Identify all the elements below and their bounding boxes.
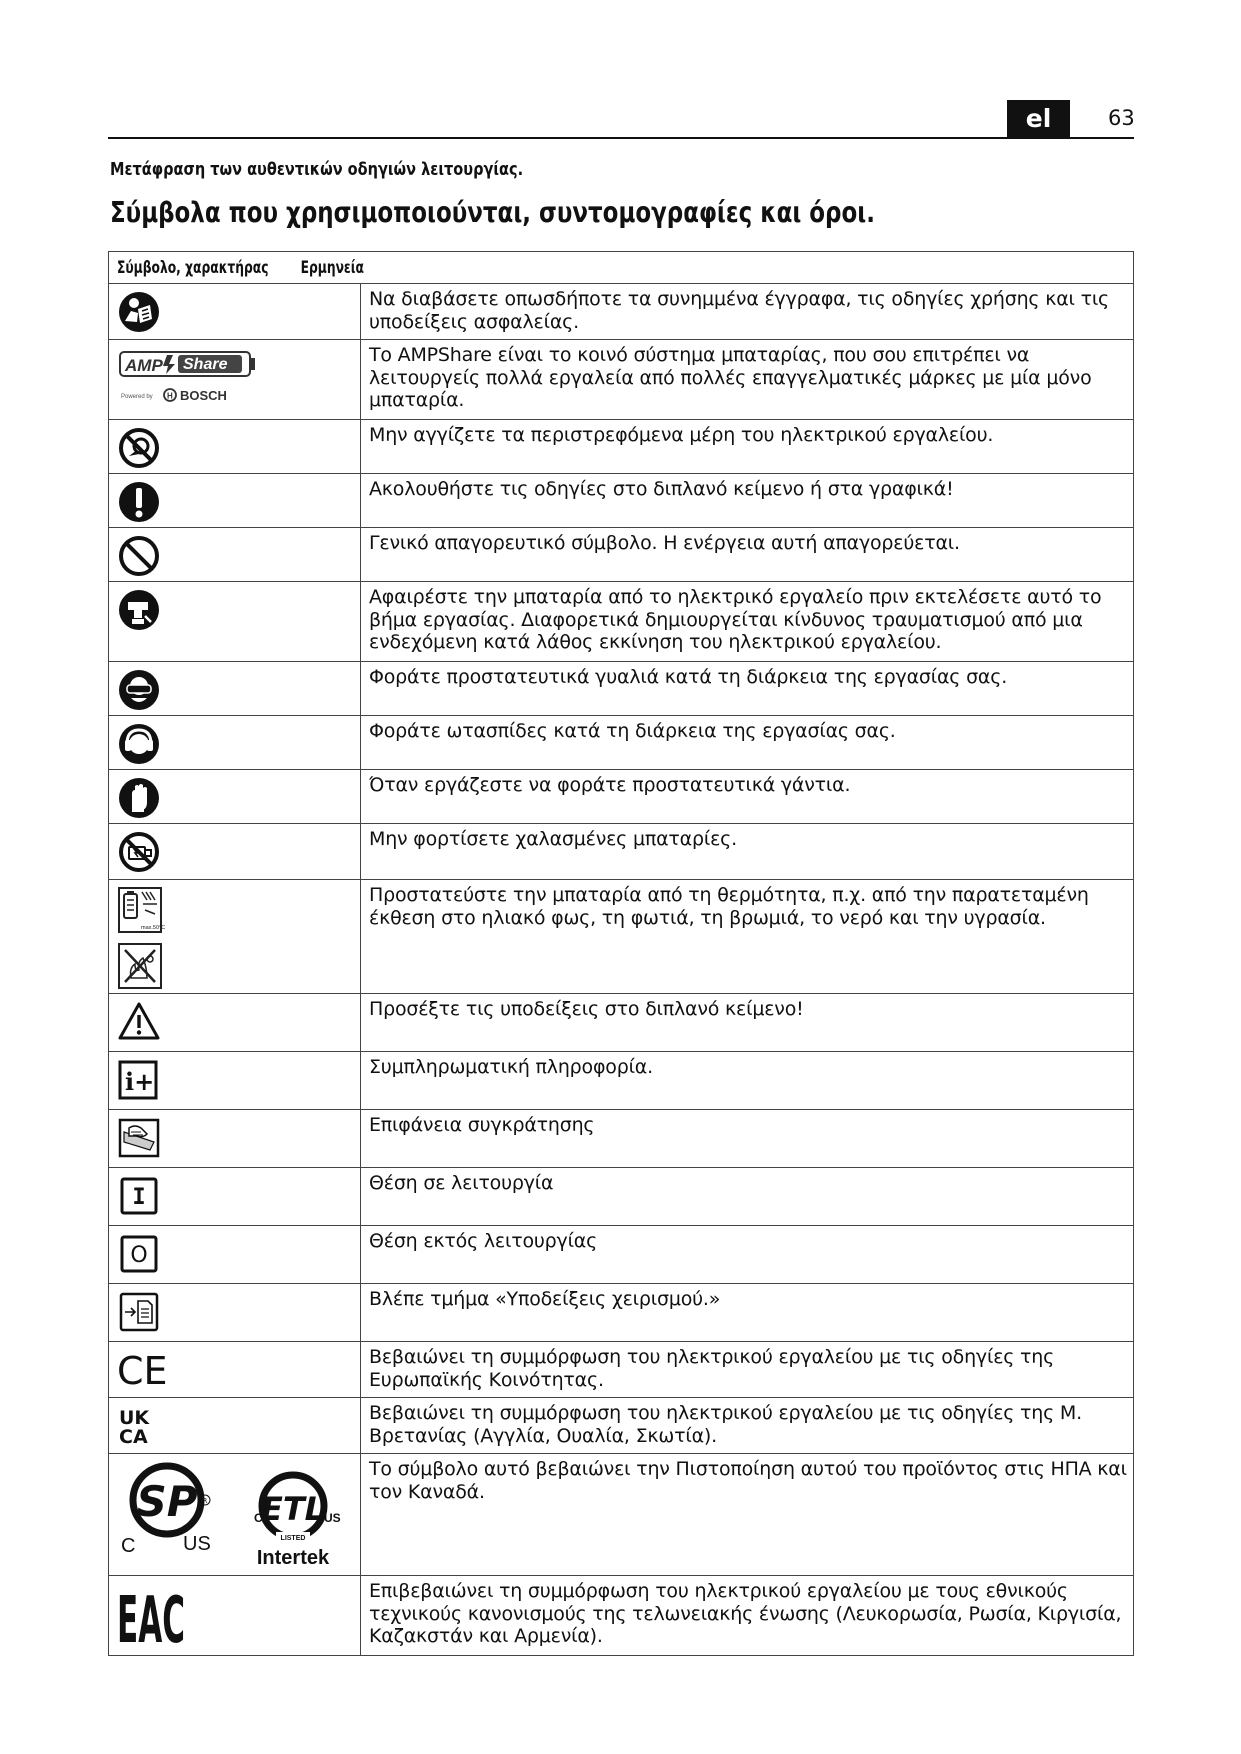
table-row: [109, 770, 1134, 824]
table-row: [109, 1168, 1134, 1226]
switch-on-icon: [117, 1174, 161, 1218]
no-touch-rotating-icon: [117, 426, 161, 470]
svg-text:AMP: AMP: [125, 356, 163, 375]
battery-heat-icon: [117, 886, 165, 990]
table-row: [109, 994, 1134, 1052]
meaning-cell: Βλέπε τμήμα «Υποδείξεις χειρισμού.»: [361, 1284, 1134, 1342]
meaning-cell: Επιβεβαιώνει τη συμμόρφωση του ηλεκτρικού εργαλείου με τους εθνικούς τεχνικούς κανονισμούς της τελωνειακής ένωσης (Λευκορωσία, Ρωσία, Κιργισία, Καζακστάν και Αρμενία).: [361, 1576, 1134, 1656]
meaning-cell: Μην φορτίσετε χαλασμένες μπαταρίες.: [361, 824, 1134, 880]
meaning-cell: Συμπληρωματική πληροφορία.: [361, 1052, 1134, 1110]
remove-battery-icon: [117, 588, 161, 632]
table-header: [109, 252, 1134, 284]
etl-mark: [254, 1475, 341, 1569]
table-row: [109, 420, 1134, 474]
table-row: [109, 1398, 1134, 1454]
svg-text:Share: Share: [183, 356, 228, 373]
svg-text:UK: UK: [119, 1407, 150, 1429]
svg-text:H: H: [167, 391, 173, 401]
table-row: [109, 662, 1134, 716]
csa-mark: [121, 1466, 211, 1557]
svg-text:R: R: [202, 1497, 208, 1505]
svg-text:Intertek: Intertek: [256, 1547, 330, 1569]
symbol-cell: [109, 582, 361, 662]
switch-off-icon: [117, 1232, 161, 1276]
table-row: [109, 1110, 1134, 1168]
symbol-cell: [109, 1110, 361, 1168]
symbol-cell: [109, 662, 361, 716]
meaning-cell: Βεβαιώνει τη συμμόρφωση του ηλεκτρικού εργαλείου με τις οδηγίες της Ευρωπαϊκής Κοινότητας.: [361, 1342, 1134, 1398]
symbol-cell: [109, 340, 361, 420]
symbol-cell: [109, 1342, 361, 1398]
svg-text:LISTED: LISTED: [280, 1535, 306, 1542]
prohibition-icon: [117, 534, 161, 578]
table-row: [109, 880, 1134, 994]
read-manual-icon: [117, 290, 161, 334]
meaning-cell: Προσέξτε τις υποδείξεις στο διπλανό κείμενο!: [361, 994, 1134, 1052]
table-row: [109, 582, 1134, 662]
symbol-cell: [109, 770, 361, 824]
svg-text:I: I: [132, 1185, 146, 1210]
meaning-cell: Γενικό απαγορευτικό σύμβολο. Η ενέργεια αυτή απαγορεύεται.: [361, 528, 1134, 582]
meaning-cell: Μην αγγίζετε τα περιστρεφόμενα μέρη του ηλεκτρικού εργαλείου.: [361, 420, 1134, 474]
meaning-cell: Αφαιρέστε την μπαταρία από το ηλεκτρικό εργαλείο πριν εκτελέσετε αυτό το βήμα εργασίας. Διαφορετικά δημιουργείται κίνδυνος τραυματισμού από μια ενδεχόμενη κατά λάθος εκκίνηση του ηλεκτρικού εργαλείου.: [361, 582, 1134, 662]
symbol-cell: [109, 474, 361, 528]
ce-mark: [117, 1348, 169, 1392]
table-row: [109, 1284, 1134, 1342]
page-number: 63: [1108, 106, 1135, 130]
meaning-cell: Όταν εργάζεστε να φοράτε προστατευτικά γάντια.: [361, 770, 1134, 824]
safety-goggles-icon: [117, 668, 161, 712]
svg-text:CE: CE: [117, 1349, 168, 1393]
svg-text:O: O: [130, 1243, 148, 1268]
symbol-cell: [109, 716, 361, 770]
info-icon: [117, 1058, 161, 1102]
symbol-cell: [109, 994, 361, 1052]
eac-mark: [117, 1582, 189, 1658]
symbol-cell: [109, 1454, 361, 1576]
mandatory-instruction-icon: [117, 480, 161, 524]
symbol-cell: [109, 1226, 361, 1284]
translation-note: Μετάφραση των αυθεντικών οδηγιών λειτουργίας.: [110, 160, 524, 180]
page-title: Σύμβολα που χρησιμοποιούνται, συντομογραφίες και όροι.: [110, 196, 875, 229]
symbol-cell: [109, 1398, 361, 1454]
table-header-row: [109, 252, 1134, 284]
meaning-cell: Φοράτε ωτασπίδες κατά τη διάρκεια της εργασίας σας.: [361, 716, 1134, 770]
table-row: [109, 716, 1134, 770]
svg-text:Powered by: Powered by: [121, 394, 153, 400]
svg-text:C: C: [121, 1535, 136, 1557]
gloves-icon: [117, 776, 161, 820]
symbol-cell: [109, 1284, 361, 1342]
meaning-cell: Ακολουθήστε τις οδηγίες στο διπλανό κείμενο ή στα γραφικά!: [361, 474, 1134, 528]
header-rule: [108, 137, 1134, 139]
symbol-cell: [109, 420, 361, 474]
symbols-table: [108, 251, 1134, 1656]
meaning-cell: Βεβαιώνει τη συμμόρφωση του ηλεκτρικού εργαλείου με τις οδηγίες της Μ. Βρετανίας (Αγγλία, Ουαλία, Σκωτία).: [361, 1398, 1134, 1454]
no-charge-damaged-battery-icon: [117, 830, 161, 874]
symbol-cell: [109, 284, 361, 340]
symbol-cell: [109, 1052, 361, 1110]
svg-text:ETL: ETL: [260, 1490, 326, 1528]
column-header-symbol: Σύμβολο, χαρακτήρας: [117, 257, 269, 278]
column-header-meaning: Ερμηνεία: [300, 257, 364, 278]
meaning-cell: Θέση εκτός λειτουργίας: [361, 1226, 1134, 1284]
symbol-cell: [109, 528, 361, 582]
table-row: [109, 1576, 1134, 1656]
symbol-cell: [109, 880, 361, 994]
meaning-cell: Να διαβάσετε οπωσδήποτε τα συνημμένα έγγραφα, τις οδηγίες χρήσης και τις υποδείξεις ασφαλείας.: [361, 284, 1134, 340]
csa-etl-marks: [117, 1460, 347, 1570]
svg-text:max.50°C: max.50°C: [141, 925, 166, 931]
meaning-cell: Προστατεύστε την μπαταρία από τη θερμότητα, π.χ. από την παρατεταμένη έκθεση στο ηλιακό φως, τη φωτιά, τη βρωμιά, το νερό και την υγρασία.: [361, 880, 1134, 994]
table-row: [109, 824, 1134, 880]
symbol-cell: [109, 824, 361, 880]
warning-icon: [117, 1000, 161, 1044]
table-row: [109, 1454, 1134, 1576]
language-badge: el: [1007, 100, 1070, 137]
meaning-cell: Θέση σε λειτουργία: [361, 1168, 1134, 1226]
svg-text:EAC: EAC: [117, 1584, 185, 1658]
svg-text:BOSCH: BOSCH: [180, 388, 227, 403]
svg-text:SP: SP: [136, 1477, 198, 1526]
svg-text:US: US: [183, 1533, 211, 1555]
table-row: [109, 284, 1134, 340]
table-row: [109, 340, 1134, 420]
see-section-icon: [117, 1290, 161, 1334]
symbol-cell: [109, 1168, 361, 1226]
svg-text:C: C: [254, 1511, 263, 1525]
meaning-cell: Επιφάνεια συγκράτησης: [361, 1110, 1134, 1168]
table-row: [109, 1342, 1134, 1398]
svg-text:i+: i+: [125, 1067, 155, 1096]
symbol-cell: [109, 1576, 361, 1656]
meaning-cell: Το AMPShare είναι το κοινό σύστημα μπαταρίας, που σου επιτρέπει να λειτουργείς πολλά εργαλεία από πολλές επαγγελματικές μάρκες με μία μόνο μπαταρία.: [361, 340, 1134, 420]
ear-protection-icon: [117, 722, 161, 766]
svg-text:CA: CA: [119, 1426, 148, 1448]
table-row: [109, 528, 1134, 582]
meaning-cell: Φοράτε προστατευτικά γυαλιά κατά τη διάρκεια της εργασίας σας.: [361, 662, 1134, 716]
ampshare-logo: [117, 346, 267, 408]
table-row: [109, 1052, 1134, 1110]
grip-surface-icon: [117, 1116, 161, 1160]
table-row: [109, 474, 1134, 528]
ukca-mark: [117, 1404, 161, 1448]
meaning-cell: Το σύμβολο αυτό βεβαιώνει την Πιστοποίηση αυτού του προϊόντος στις ΗΠΑ και τον Καναδά.: [361, 1454, 1134, 1576]
table-row: [109, 1226, 1134, 1284]
svg-text:US: US: [324, 1511, 341, 1525]
